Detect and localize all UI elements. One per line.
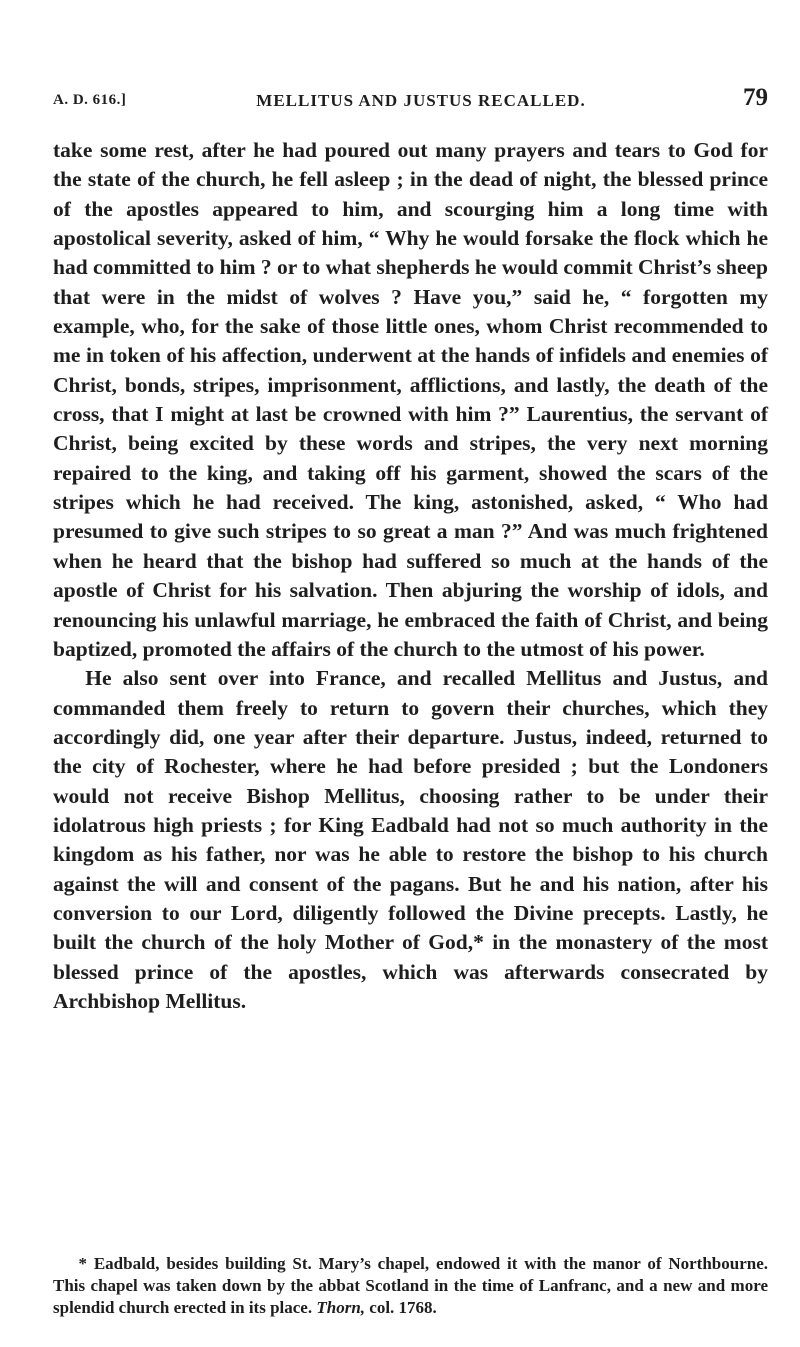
- running-head-title: MELLITUS AND JUSTUS RECALLED.: [256, 91, 586, 110]
- paragraph-mellitus-justus: He also sent over into France, and recalled Mellitus and Justus, and commanded them freely to return to govern their churches, which they accordingly did, one year after their departure. Justus, indeed, returned to the city of Rochester, where he had before presided ; but the Londoners would not receive Bishop Mellitus, choosing rather to be under their idolatrous high priests ; for King Eadbald had not so much authority in the kingdom as his father, nor was he able to restore the bishop to his church against the will and consent of the pagans. But he and his nation, after his conversion to our Lord, diligently followed the Divine precepts. Lastly, he built the church of the holy Mother of God,* in the monastery of the most blessed prince of the apostles, which was afterwards consecrated by Archbishop Mellitus.: [53, 666, 768, 1013]
- footnote: [53, 1253, 768, 1319]
- running-head-date: A. D. 616.]: [53, 92, 127, 108]
- body-text: [53, 136, 768, 1016]
- footnote-source: Thorn,: [316, 1298, 366, 1317]
- book-page: [53, 0, 768, 1347]
- paragraph-continued: take some rest, after he had poured out many prayers and tears to God for the state of the church, he fell asleep ; in the dead of night, the blessed prince of the apostles appeared to him, and scourging him a long time with apostolical severity, asked of him, “ Why he would forsake the flock which he had committed to him ? or to what shepherds he would commit Christ’s sheep that were in the midst of wolves ? Have you,” said he, “ forgotten my example, who, for the sake of those little ones, whom Christ recommended to me in token of his affection, underwent at the hands of infidels and enemies of Christ, bonds, stripes, imprisonment, afflictions, and lastly, the death of the cross, that I might at last be crowned with him ?” Laurentius, the servant of Christ, being excited by these words and stripes, the very next morning repaired to the king, and taking off his garment, showed the scars of the stripes which he had received. The king, astonished, asked, “ Who had presumed to give such stripes to so great a man ?” And was much frightened when he heard that the bishop had suffered so much at the hands of the apostle of Christ for his salvation. Then abjuring the worship of idols, and renouncing his unlawful marriage, he embraced the faith of Christ, and being baptized, promoted the affairs of the church to the utmost of his power.: [53, 138, 768, 661]
- footnote-text: * Eadbald, besides building St. Mary’s chapel, endowed it with the manor of Northbourne. This chapel was taken down by the abbat Scotland in the time of Lanfranc, and a new and more splendid church erected in its place.: [53, 1254, 768, 1317]
- page-number: 79: [743, 84, 768, 111]
- footnote-column: col. 1768.: [369, 1298, 437, 1317]
- running-head: [53, 84, 768, 118]
